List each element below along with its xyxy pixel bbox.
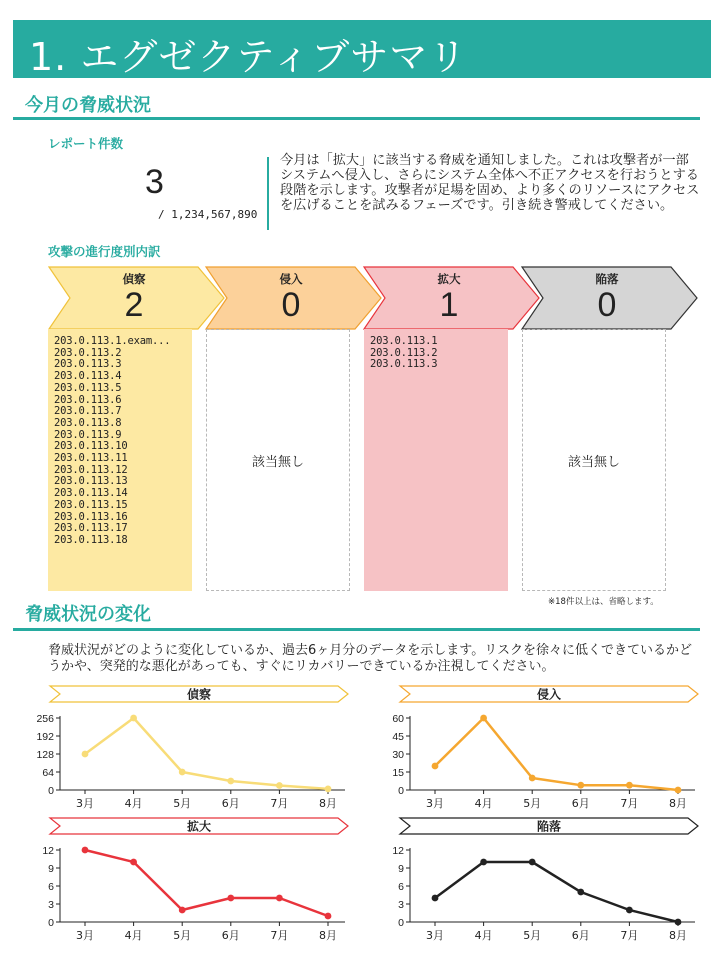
ip-list-item: 203.0.113.17 [54,522,128,535]
chart-title: 偵察 [186,687,212,702]
ip-list-item: 203.0.113.9 [54,428,122,441]
data-point [626,907,633,914]
y-tick-label: 12 [42,845,54,857]
stage-name-intrusion: 侵入 [279,272,303,286]
x-tick-label: 7月 [620,929,639,942]
change-description: 脅威状況がどのように変化しているか、過去6ヶ月分のデータを示します。リスクを徐々に低くできているかどうかや、突発的な悪化があっても、すぐにリカバリーできているか注視してください。 [48,643,692,674]
threat-change-heading: 脅威状況の変化 [25,604,151,625]
chart-title: 陥落 [536,819,562,834]
data-point [577,782,584,789]
stage-count-intrusion: 0 [281,286,301,324]
current-threat-heading: 今月の脅威状況 [25,95,151,116]
data-point [82,751,89,758]
x-tick-label: 3月 [76,797,94,810]
data-point [675,787,682,794]
intrusion-none-text: 該当無し [251,455,304,470]
omission-footnote: ※18件以上は、省略します。 [548,597,659,607]
y-tick-label: 192 [36,731,54,743]
series-line [85,718,328,789]
x-tick-label: 6月 [571,929,590,942]
data-point [82,847,89,854]
stage-name-compromise: 陥落 [595,272,619,286]
data-point [179,907,186,914]
x-tick-label: 6月 [221,797,240,810]
expansion-trend-chart [20,816,355,946]
ip-list-item: 203.0.113.2 [54,346,122,359]
title-bar [13,20,711,78]
stage-count-expansion: 1 [439,286,459,324]
compromise-trend-chart [370,816,705,946]
data-point [577,889,584,896]
y-tick-label: 0 [398,917,404,929]
stage-name-expansion: 拡大 [437,272,461,286]
x-tick-label: 5月 [173,797,192,810]
x-tick-label: 4月 [124,929,143,942]
data-point [529,859,536,866]
ip-list-item: 203.0.113.4 [54,370,122,383]
x-tick-label: 8月 [669,797,687,810]
page-title: 1. エグゼクティブサマリ [29,35,468,79]
y-tick-label: 12 [392,845,404,857]
ip-list-item: 203.0.113.16 [54,510,128,523]
y-tick-label: 60 [392,713,404,725]
chart-title: 拡大 [186,819,212,834]
data-point [325,785,332,792]
x-tick-label: 8月 [319,797,337,810]
breakdown-label: 攻撃の進行度別内訳 [48,244,161,259]
recon-trend-chart [20,684,355,814]
y-tick-label: 256 [36,713,54,725]
y-tick-label: 15 [392,767,404,779]
y-tick-label: 6 [48,881,54,893]
x-tick-label: 8月 [669,929,687,942]
data-point [227,778,234,785]
x-tick-label: 6月 [571,797,590,810]
y-tick-label: 3 [48,899,54,911]
ip-list-item: 203.0.113.12 [54,463,128,476]
report-count-label: レポート件数 [48,136,124,151]
data-point [432,895,439,902]
y-tick-label: 0 [398,785,404,797]
y-tick-label: 64 [42,767,54,779]
data-point [276,895,283,902]
expansion-ip-list [364,329,508,591]
x-tick-label: 5月 [523,797,542,810]
section-divider [13,117,700,120]
x-tick-label: 3月 [426,797,444,810]
y-tick-label: 0 [48,785,54,797]
x-tick-label: 7月 [270,797,289,810]
report-total: / 1,234,567,890 [158,208,258,221]
data-point [325,913,332,920]
ip-list-item: 203.0.113.7 [54,405,122,418]
ip-list-item: 203.0.113.11 [54,452,128,465]
data-point [675,919,682,926]
data-point [227,895,234,902]
y-tick-label: 9 [398,863,404,875]
ip-list-item: 203.0.113.5 [54,381,122,394]
series-line [435,718,678,790]
data-point [480,859,487,866]
compromise-empty-panel [522,329,666,591]
current-description: 今月は「拡大」に該当する脅威を通知しました。これは攻撃者が一部システムへ侵入し、さらにシステム全体へ不正アクセスを行おうとする段階を示します。攻撃者が足場を固め、より多くのリソースにアクセスを広げることを試みるフェーズです。引き続き警戒してください。 [280,153,700,213]
y-tick-label: 6 [398,881,404,893]
x-tick-label: 4月 [474,797,493,810]
ip-list-item: 203.0.113.2 [370,346,438,359]
ip-list-item: 203.0.113.1.exam... [54,335,171,347]
y-tick-label: 3 [398,899,404,911]
intrusion-empty-panel [206,329,350,591]
data-point [529,775,536,782]
data-point [179,769,186,776]
ip-list-item: 203.0.113.13 [54,475,128,488]
x-tick-label: 5月 [523,929,542,942]
recon-ip-list [48,329,192,591]
series-line [85,850,328,916]
x-tick-label: 8月 [319,929,337,942]
data-point [130,859,137,866]
data-point [432,763,439,770]
report-divider [267,157,269,230]
ip-list-item: 203.0.113.10 [54,440,128,453]
x-tick-label: 6月 [221,929,240,942]
stage-name-recon: 偵察 [122,272,146,286]
y-tick-label: 30 [392,749,404,761]
x-tick-label: 7月 [270,929,289,942]
data-point [480,715,487,722]
section-divider [13,628,700,631]
stage-count-recon: 2 [124,286,144,324]
ip-list-item: 203.0.113.14 [54,487,128,500]
ip-list-item: 203.0.113.15 [54,498,128,511]
compromise-none-text: 該当無し [567,455,620,470]
x-tick-label: 3月 [426,929,444,942]
x-tick-label: 3月 [76,929,94,942]
series-line [435,862,678,922]
chart-title: 侵入 [536,687,562,702]
y-tick-label: 9 [48,863,54,875]
y-tick-label: 45 [392,731,404,743]
ip-list-item: 203.0.113.8 [54,416,122,429]
ip-list-item: 203.0.113.3 [54,358,122,371]
x-tick-label: 5月 [173,929,192,942]
y-tick-label: 0 [48,917,54,929]
ip-list-item: 203.0.113.6 [54,393,122,406]
stage-count-compromise: 0 [597,286,617,324]
ip-list-item: 203.0.113.1 [370,335,438,347]
x-tick-label: 7月 [620,797,639,810]
data-point [130,715,137,722]
y-tick-label: 128 [36,749,54,761]
ip-list-item: 203.0.113.18 [54,533,128,546]
x-tick-label: 4月 [474,929,493,942]
data-point [626,782,633,789]
intrusion-trend-chart [370,684,705,814]
report-count-value: 3 [145,163,164,201]
x-tick-label: 4月 [124,797,143,810]
data-point [276,782,283,789]
ip-list-item: 203.0.113.3 [370,358,438,371]
